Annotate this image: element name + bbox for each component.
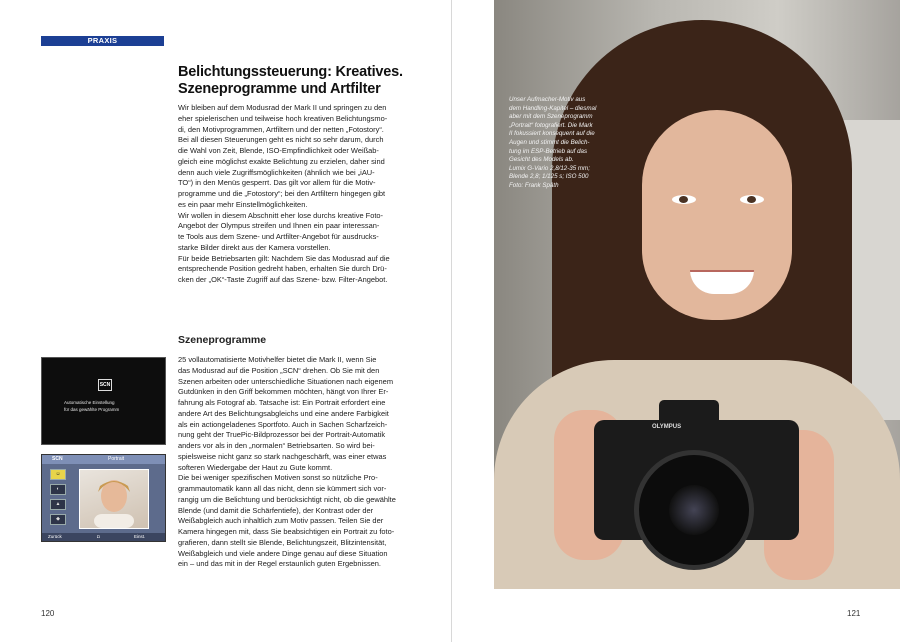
- headline: [178, 64, 438, 98]
- camera-screen-scn: [41, 357, 166, 445]
- portrait-photo: [494, 0, 900, 589]
- screen-top-bar: [42, 455, 165, 464]
- camera-screen-portrait: [41, 454, 166, 542]
- page-number-left: 120: [41, 609, 55, 618]
- szene-line: als ein actiongeladenes Sportfoto. Auch in Sachen Scharfzeich-: [178, 419, 388, 429]
- intro-line: die Wahl von Zeit, Blende, ISO-Empfindlichkeit oder Weißab-: [178, 146, 379, 155]
- section-tag: PRAXIS: [41, 36, 164, 46]
- caption-line: „Portrait“ fotografiert. Die Mark: [509, 121, 593, 129]
- eye-left: [672, 195, 696, 204]
- caption-line: II fokussiert konsequent auf die: [509, 130, 595, 138]
- intro-text: [178, 103, 414, 286]
- szene-line: das Modusrad auf die Position „SCN“ drehen. Ob Sie mit den: [178, 365, 380, 375]
- caption-line: aber mit dem Szeneprogramm: [509, 113, 593, 121]
- szene-line: Weißabgleich und viele andere Dinge genau auf diese Situation: [178, 548, 388, 558]
- intro-line: Wir bleiben auf dem Modusrad der Mark II und springen zu den: [178, 103, 387, 112]
- scene-icon: ▲: [50, 499, 66, 510]
- intro-line: entsprechende Position gedreht haben, erhalten Sie durch Drü-: [178, 264, 387, 274]
- szene-line: Kamera hingegen mit, dass Sie beabsichtigen ein Portrait zu foto-: [178, 527, 395, 536]
- szene-line: softeren Wiedergabe der Haut zu Gute kommt.: [178, 462, 333, 472]
- screen-title: Portrait: [108, 456, 125, 462]
- camera-lens: [634, 450, 754, 570]
- szene-line: anders vor als in den „normalen“ Betriebsarten. So wird bei-: [178, 441, 375, 450]
- caption-line: tung im ESP-Betrieb auf das: [509, 147, 588, 155]
- szene-line: Weißabgleich auch inhaltlich zum Motiv passen. Teilen Sie der: [178, 516, 384, 526]
- intro-line: starke Bilder direkt aus der Kamera vorstellen.: [178, 242, 331, 252]
- intro-line: Wir wollen in diesem Abschnitt eher lose durchs kreative Foto-: [178, 210, 384, 220]
- screen-bottom-bar: [42, 533, 165, 541]
- scene-icon: ◐: [50, 484, 66, 495]
- page-number-right: 121: [847, 609, 861, 618]
- intro-line: Für beide Betriebsarten gilt: Nachdem Sie das Modusrad auf die: [178, 253, 390, 263]
- szene-line: rangig um die Belichtung und berücksichtigt nicht, ob die gewählte: [178, 494, 396, 504]
- intro-line: di, den Motivprogrammen, Artfiltern und der netten „Fotostory“.: [178, 124, 384, 134]
- scn-badge-icon: SCN: [98, 379, 112, 391]
- headline-line-1: Belichtungssteuerung: Kreatives.: [178, 64, 403, 80]
- szene-line: spielsweise nicht ganz so stark nachgeschärft, was einer etwas: [178, 451, 387, 461]
- screen-mode-label: SCN: [52, 456, 63, 462]
- intro-line: te Tools aus dem Szene- und Artfilter-Angebot für ausdrucks-: [178, 232, 379, 241]
- caption-line: Lumix G-Vario 2,8/12-35 mm;: [509, 164, 590, 172]
- szene-line: Blende (und damit die Schärfentiefe), der Kontrast oder der: [178, 505, 374, 515]
- settings-label: Einst.: [134, 534, 146, 539]
- szene-line: andere Art des Belichtungsabgleichs und eine andere Farbigkeit: [178, 408, 389, 418]
- szene-line: grammautomatik kann all das nicht, denn sie kümmert sich vor-: [178, 484, 387, 493]
- caption-line: Augen und stimmt die Belich-: [509, 138, 590, 146]
- intro-line: Bei all diesen Steuerungen geht es nicht so sehr darum, durch: [178, 135, 384, 145]
- intro-line: TO“) in den Menüs gesperrt. Das gilt vor allem für die Motiv-: [178, 178, 376, 188]
- intro-line: Angebot der Olympus streifen und Ihnen ein paar interessan-: [178, 221, 380, 231]
- scene-icon: ◆: [50, 514, 66, 525]
- szene-line: Die bei weniger spezifischen Motiven sonst so nützliche Pro-: [178, 473, 378, 483]
- intro-line: cken der „OK“-Taste Zugriff auf das Szene- bzw. Filter-Angebot.: [178, 275, 388, 284]
- intro-line: eher spielerischen und teilweise hoch kreativen Belichtungsmo-: [178, 113, 388, 123]
- caption-line: Unser Aufmacher-Motiv aus: [509, 96, 586, 103]
- intro-line: es ein paar mehr Einstellmöglichkeiten.: [178, 199, 308, 209]
- back-label: Zurück: [48, 534, 62, 539]
- camera-icon: ◘: [97, 534, 100, 539]
- caption-line: dem Handling-Kapitel – diesmal: [509, 104, 597, 112]
- caption-line: Gesicht des Models ab.: [509, 156, 574, 164]
- szene-line: nung geht der TruePic-Bildprozessor bei der Portrait-Automatik: [178, 430, 386, 440]
- szene-line: Gutdünken in den Griff bekommen möchten, hängt von Ihrer Er-: [178, 387, 389, 397]
- intro-line: programme und die „Fotostory“; bei den Artfiltern hingegen gibt: [178, 189, 386, 198]
- intro-line: gleich eine möglichst exakte Belichtung zu erzielen, daher sind: [178, 156, 385, 166]
- portrait-preview-graphic: [80, 470, 148, 528]
- szene-line: fahrung als Fotograf ab. Tatsache ist: Ein Portrait erfordert eine: [178, 398, 386, 407]
- caption-line: Blende 2,8; 1/125 s; ISO 500: [509, 173, 589, 181]
- camera-brand-label: OLYMPUS: [652, 424, 682, 430]
- szene-text: [178, 355, 414, 570]
- portrait-preview-image: [79, 469, 149, 529]
- scene-icon-list: [50, 469, 66, 529]
- screen-text-line-1: Automatische Einstellung: [64, 400, 115, 405]
- portrait-scene-icon: ☺: [50, 469, 66, 480]
- szene-line: grafieren, dann stellt sie Blende, Belichtungszeit, Blitzintensität,: [178, 537, 387, 547]
- szene-line: ein – und das mit in der Regel erstaunlich guten Ergebnissen.: [178, 559, 382, 569]
- caption-line: Foto: Frank Späth: [509, 181, 559, 189]
- eye-right: [740, 195, 764, 204]
- subhead-szeneprogramme: Szeneprogramme: [178, 334, 267, 346]
- headline-line-2: Szeneprogramme und Artfilter: [178, 81, 381, 97]
- szene-line: Szenen arbeiten oder unterschiedliche Situationen nach eigenem: [178, 376, 394, 386]
- photo-caption: [509, 96, 611, 191]
- szene-line: 25 vollautomatisierte Motivhelfer bietet die Mark II, wenn Sie: [178, 355, 377, 364]
- screen-text-line-2: für das gewählte Programm: [64, 407, 120, 412]
- intro-line: denn auch viele Zugriffsmöglichkeiten (ähnlich wie bei „iAU-: [178, 167, 375, 177]
